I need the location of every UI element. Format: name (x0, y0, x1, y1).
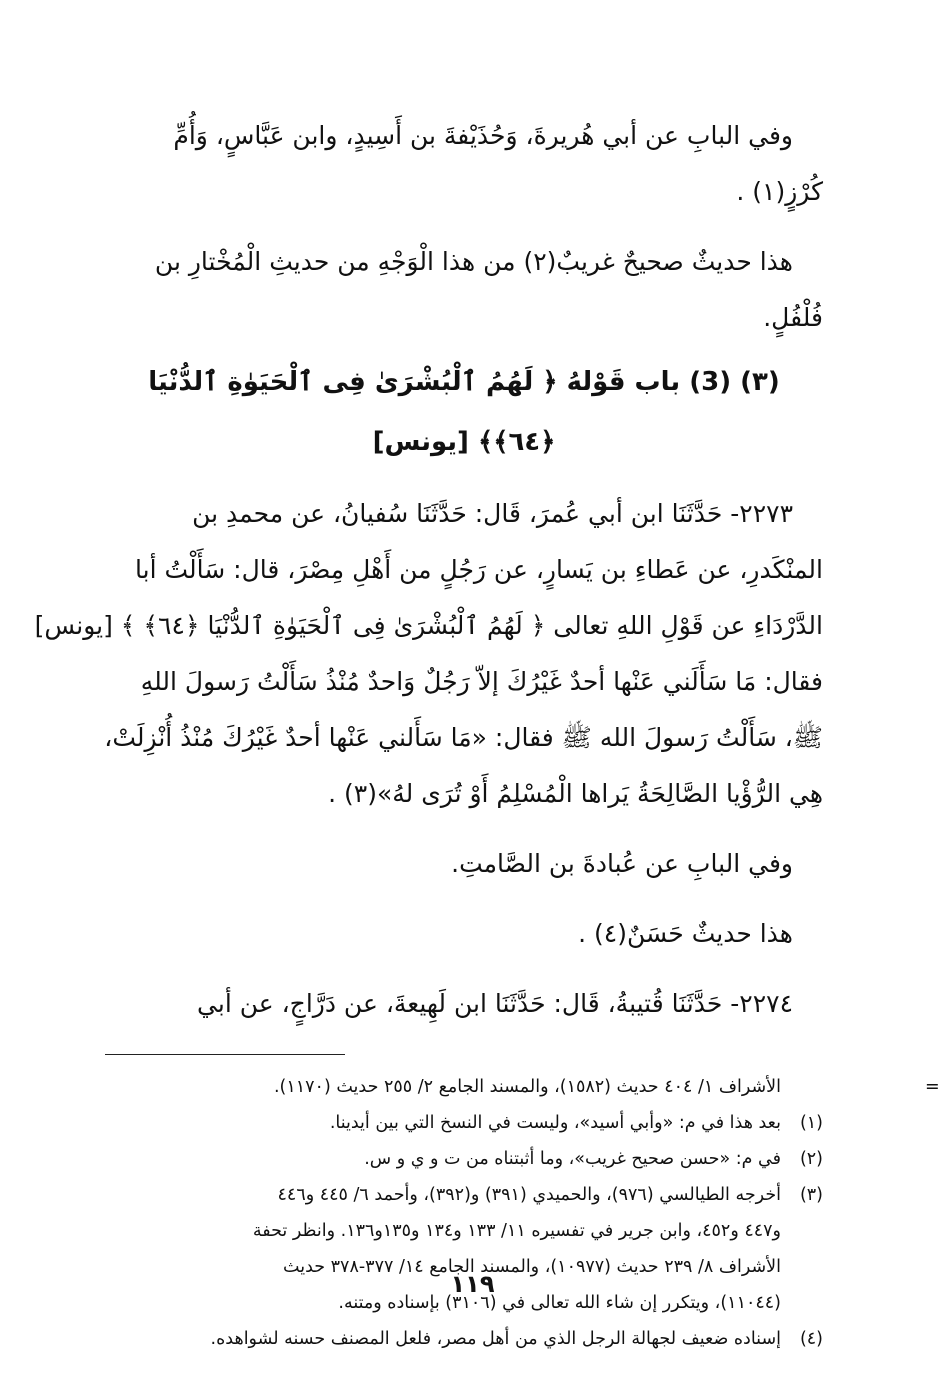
footnote-item (105, 1141, 823, 1177)
hadith-line: ٢٢٧٣- حَدَّثَنَا ابن أبي عُمرَ، قَال: حَدَّثَنَا سُفيانُ، عن محمدِ بن (192, 499, 793, 528)
footnote-text: بعد هذا في م: «وأبي أسيد»، وليست في النسخ التي بين أيدينا. (329, 1113, 781, 1133)
page-body (34, 108, 940, 1357)
hadith-line: الدَّرْدَاءِ عن قَوْلِ اللهِ تعالى ﴿ لَهُمُ ٱلْبُشْرَىٰ فِى ٱلْحَيَوٰةِ ٱلدُّنْيَا ﴿٦٤﴾ ﴾ [يونس] (34, 611, 823, 640)
paragraph-line: هذا حديثٌ حَسَنٌ(٤) . (578, 919, 793, 948)
footnote-text: الأشراف ٨/ ٢٣٩ حديث (١٠٩٧٧)، والمسند الجامع ١٤/ ٣٧٧-٣٧٨ حديث (283, 1257, 781, 1277)
footnote-text: في م: «حسن صحيح غريب»، وما أثبتناه من ت و ي و س. (364, 1149, 781, 1169)
footnote-number: (٣) (799, 1185, 823, 1205)
page-number: ١١٩ (450, 1270, 495, 1298)
footnote-text: إسناده ضعيف لجهالة الرجل الذي من أهل مصر، فلعل المصنف حسنه لشواهده. (210, 1329, 781, 1349)
footnote-text: الأشراف ١/ ٤٠٤ حديث (١٥٨٢)، والمسند الجامع ٢/ ٢٥٥ حديث (١١٧٠). (273, 1077, 781, 1097)
paragraph-line: وفي البابِ عن عُبادةَ بن الصَّامتِ. (451, 849, 793, 878)
hadith-line: هِي الرُّؤْيا الصَّالِحَةُ يَراها الْمُسْلِمُ أَوْ تُرَى لهُ»(٣) . (328, 779, 823, 808)
footnotes (105, 1069, 940, 1357)
footnote-continuation (105, 1069, 940, 1105)
hadith-line: ﷺ، سَأَلْتُ رَسولَ الله ﷺ فقال: «مَا سَأَلني عَنْها أحدٌ غَيْرُكَ مُنْذُ أُنْزِلَتْ، (104, 723, 823, 752)
footnote-text: أخرجه الطيالسي (٩٧٦)، والحميدي (٣٩١) و(٣٩٢)، وأحمد ٦/ ٤٤٥ و٤٤٦ (277, 1185, 781, 1205)
footnote-item (105, 1177, 823, 1213)
footnote-number: (١) (799, 1113, 823, 1133)
footnote-number: (٢) (799, 1149, 823, 1169)
footnote-text: و٤٤٧ و٤٥٢، وابن جرير في تفسيره ١١/ ١٣٣ و١٣٤ و١٣٥و١٣٦. وانظر تحفة (252, 1221, 781, 1241)
hadith-line: ٢٢٧٤- حَدَّثَنَا قُتيبةُ، قَال: حَدَّثَنَا ابن لَهِيعةَ، عن دَرَّاجٍ، عن أبي (197, 989, 793, 1018)
footnote-item (105, 1321, 823, 1357)
footnote-item (105, 1105, 823, 1141)
chapter-heading: (٣) (3) باب قَوْلهُ ﴿ لَهُمُ ٱلْبُشْرَىٰ فِى ٱلْحَيَوٰةِ ٱلدُّنْيَا ﴿٦٤﴾﴾ [يونس] (148, 367, 780, 457)
hadith-line: فقال: مَا سَأَلَني عَنْها أحدٌ غَيْرُكَ إلاّ رَجُلٌ وَاحدٌ مُنْذُ سَأَلْتُ رَسولَ اللهِ (140, 667, 823, 696)
paragraph-line: فُلْفُلٍ. (763, 303, 823, 332)
footnote-separator (105, 1054, 345, 1055)
continuation-mark: = (925, 1077, 940, 1097)
paragraph-line: وفي البابِ عن أبي هُريرةَ، وَحُذَيْفةَ بن أَسِيدٍ، وابن عَبَّاسٍ، وَأُمِّ (173, 121, 793, 150)
paragraph-line: كُرْزٍ(١) . (736, 177, 823, 206)
footnote-text: (١١٠٤٤)، ويتكرر إن شاء الله تعالى في (٣١٠٦) بإسناده ومتنه. (338, 1293, 781, 1313)
hadith-line: المنْكَدرِ، عن عَطاءِ بن يَسارٍ، عن رَجُلٍ من أَهْلِ مِصْرَ، قال: سَأَلْتُ أبا (135, 555, 823, 584)
footnote-number: (٤) (799, 1329, 823, 1349)
paragraph-line: هذا حديثٌ صحيحٌ غريبٌ(٢) من هذا الْوَجْهِ من حديثِ الْمُخْتارِ بن (154, 247, 793, 276)
